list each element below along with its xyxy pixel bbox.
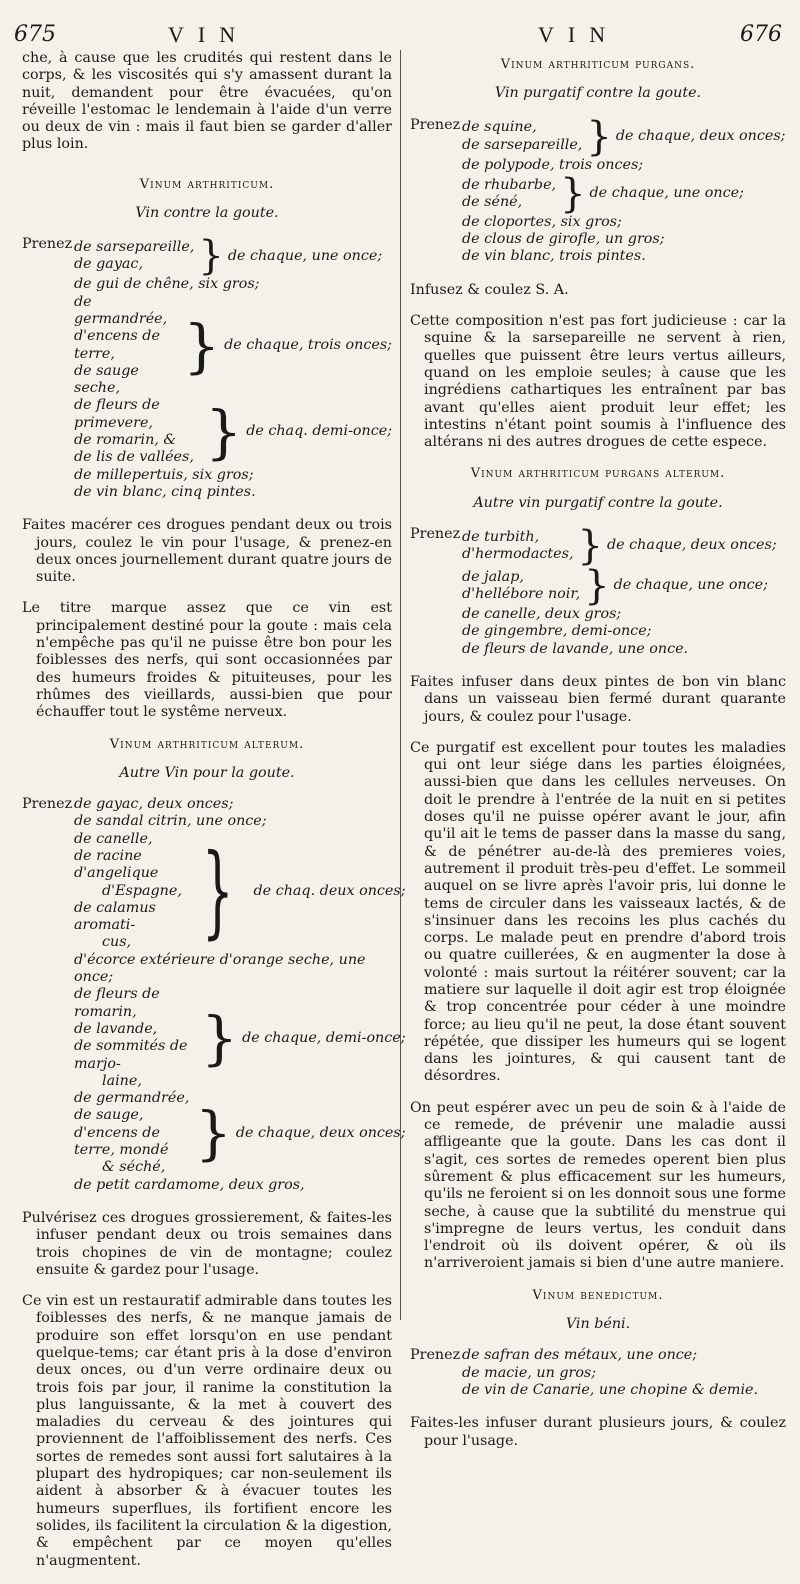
instructions-paragraph: Infusez & coulez S. A. — [410, 281, 569, 298]
group-quantity: de chaque, deux onces; — [606, 537, 777, 554]
section-title: Vinum arthriticum purgans alterum. — [470, 466, 726, 482]
section-subtitle: Vin purgatif contre la goute. — [494, 85, 702, 102]
section-title: Vinum arthriticum purgans. — [500, 57, 696, 72]
group-quantity: de chaque, une once; — [589, 185, 744, 202]
group-quantity: de chaq. deux onces; — [253, 882, 406, 899]
ingredient: de germandrée, — [74, 293, 168, 327]
ingredient-group — [74, 397, 392, 466]
ingredient-group — [74, 831, 406, 952]
section-title: Vinum benedictum. — [532, 1287, 664, 1303]
ingredient: de rhubarbe, — [462, 176, 557, 193]
ingredient: de squine, — [462, 119, 537, 136]
brace-glyph: } — [201, 832, 234, 950]
instructions-paragraph: Pulvérisez ces drogues grossierement, & faites-les infuser pendant deux ou trois semaines dans trois chopines de vin de montagne; coulez ensuite & gardez pour l'usage. — [22, 1209, 392, 1278]
ingredient: de gayac, — [74, 256, 143, 273]
ingredient: de turbith, — [462, 528, 540, 545]
ingredient: d'encens de terre, — [74, 328, 160, 362]
instructions-paragraph: Faites-les infuser durant plusieurs jours, & coulez pour l'usage. — [410, 1415, 786, 1449]
ingredient: d'Espagne, — [102, 882, 182, 899]
ingredient: de lis de vallées, — [74, 449, 194, 466]
right-column — [410, 50, 786, 1464]
ingredient: de canelle, deux gros; — [462, 606, 622, 623]
recipe-list — [410, 113, 786, 266]
ingredient: de gui de chêne, six gros; — [74, 276, 260, 293]
group-quantity: de chaque, deux onces; — [235, 1124, 406, 1141]
instructions-paragraph: Faites macérer ces drogues pendant deux ou trois jours, coulez le vin pour l'usage, & prenez-en deux onces journellement durant quatre jours de suite. — [22, 517, 392, 586]
ingredient: de safran des métaux, une once; — [462, 1347, 698, 1364]
ingredient: de petit cardamome, deux gros, — [74, 1176, 305, 1193]
section-subtitle: Vin contre la goute. — [135, 205, 279, 222]
recipe-lead: Prenez — [410, 1347, 461, 1364]
ingredient: de fleurs de romarin, — [74, 986, 160, 1020]
section-title: Vinum arthriticum. — [139, 176, 275, 192]
brace-glyph: } — [198, 233, 224, 280]
ingredient: de romarin, & — [74, 432, 177, 449]
ingredient: de lavande, — [74, 1020, 158, 1037]
ingredient: de sandal citrin, une once; — [74, 813, 267, 830]
section-subtitle: Autre Vin pour la goute. — [119, 764, 295, 781]
ingredient: de sauge, — [74, 1107, 144, 1124]
ingredient: laine, — [102, 1072, 142, 1089]
section-subtitle: Vin béni. — [565, 1316, 631, 1333]
ingredient: de gayac, deux onces; — [74, 796, 234, 813]
ingredient: de vin blanc, trois pintes. — [462, 248, 646, 265]
ingredient-group — [74, 294, 392, 398]
ingredient-group — [74, 1090, 406, 1176]
ingredient: de germandrée, — [74, 1090, 190, 1107]
running-head-right: VIN — [538, 22, 620, 47]
ingredient-group — [74, 986, 406, 1090]
brace-glyph: } — [205, 398, 243, 467]
commentary-paragraph: Cette composition n'est pas fort judicieuse : car la squine & la sarsepareille ne servent à rien, quelles que puissent être leurs vertus ailleurs, quand on les emploie seules; à cause que les ingrédiens cathartiques les entraînent par bas avant qu'elles aient produit leur effet; les intestins n'étant point soumis à l'influence des altérans ni des autres drogues de cette espece. — [410, 313, 786, 451]
brace-glyph: } — [586, 113, 612, 160]
brace-glyph: } — [201, 1004, 239, 1073]
ingredient-group — [462, 113, 786, 160]
recipe-list — [410, 523, 786, 658]
ingredient-group — [462, 523, 786, 570]
brace-glyph: } — [577, 523, 603, 570]
ingredient: d'hellébore noir, — [462, 586, 581, 603]
ingredient: de canelle, — [74, 830, 153, 847]
recipe-lead: Prenez — [22, 236, 73, 253]
commentary-paragraph: On peut espérer avec un peu de soin & à l'aide de ce remede, de prévenir une maladie aussi affligeante que la goute. Dans les cas dont il s'agit, ces sortes de remedes operent bien plus sûrement & plus efficacement sur les humeurs, qu'ils ne feroient si on les donnoit sous une forme seche, à cause que la subtilité du menstrue qui s'impregne de leurs vertus, les conduit dans l'endroit où ils doivent opérer, & où ils n'arriveroient jamais si bien d'une autre maniere. — [410, 1099, 786, 1272]
ingredient-group — [462, 563, 786, 610]
group-quantity: de chaq. demi-once; — [246, 423, 392, 440]
ingredient: de clous de girofle, un gros; — [462, 231, 665, 248]
ingredient: de fleurs de lavande, une once. — [462, 640, 689, 657]
page-number-left: 675 — [14, 22, 56, 47]
brace-glyph: } — [194, 1099, 232, 1168]
ingredient: de calamus aromati- — [74, 899, 156, 934]
brace-glyph: } — [560, 170, 586, 217]
section-subtitle: Autre vin purgatif contre la goute. — [473, 494, 723, 511]
ingredient: d'écorce extérieure d'orange seche, une once; — [74, 951, 366, 986]
left-column — [22, 50, 406, 1584]
ingredient: cus, — [102, 934, 132, 951]
ingredient: de macie, un gros; — [462, 1364, 597, 1381]
section-title: Vinum arthriticum alterum. — [109, 736, 305, 752]
ingredient: de sommités de marjo- — [74, 1038, 188, 1072]
ingredient: de jalap, — [462, 568, 524, 585]
group-quantity: de chaque, une once; — [613, 577, 768, 594]
commentary-paragraph: Ce vin est un restauratif admirable dans toutes les foiblesses des nerfs, & ne manque jamais de produire son effet lorsqu'on en use pendant quelque-tems; car étant pris à la dose d'environ deux onces, ou d'un verre ordinaire deux ou trois fois par jour, il ranime la constitution la plus languissante, & la met à couvert des maladies du cerveau & des jointures qui proviennent de l'affoiblissement des nerfs. Ces sortes de remedes sont aussi fort salutaires à la plupart des hydropiques; car non-seulement ils aident à absorber & à évacuer toutes les humeurs superflues, ils fortifient encore les solides, ils facilitent la circulation & la digestion, & empêchent par ce moyen qu'elles n'augmentent. — [22, 1293, 392, 1569]
ingredient: de sarsepareille, — [462, 136, 583, 153]
ingredient: de fleurs de primevere, — [74, 397, 160, 431]
group-quantity: de chaque, demi-once; — [242, 1029, 406, 1046]
ingredient: de sarsepareille, — [74, 239, 195, 256]
ingredient: & séché, — [102, 1159, 166, 1176]
ingredient: d'hermodactes, — [462, 546, 574, 563]
ingredient-group — [74, 233, 392, 280]
ingredient: de séné, — [462, 193, 523, 210]
recipe-lead: Prenez — [410, 526, 461, 543]
ingredient: d'encens de terre, mondé — [74, 1124, 169, 1159]
recipe-list — [22, 796, 406, 1194]
recipe-list — [410, 1347, 786, 1399]
ingredient: de millepertuis, six gros; — [74, 466, 254, 483]
page-number-right: 676 — [740, 22, 782, 47]
intro-paragraph: che, à cause que les crudités qui restent dans le corps, & les viscosités qui s'y amassent durant la nuit, demandent pour être évacuées, qu'on réveille l'estomac le lendemain à l'aide d'un verre ou deux de vin : mais il faut bien se garder d'aller plus loin. — [22, 50, 392, 153]
instructions-paragraph: Faites infuser dans deux pintes de bon vin blanc dans un vaisseau bien fermé durant quarante jours, & coulez pour l'usage. — [410, 673, 786, 725]
brace-glyph: } — [183, 311, 221, 380]
ingredient-group — [462, 170, 786, 217]
recipe-list — [22, 233, 392, 501]
ingredient: de cloportes, six gros; — [462, 213, 622, 230]
ingredient: de sauge seche, — [74, 362, 139, 397]
group-quantity: de chaque, trois onces; — [224, 336, 392, 353]
commentary-paragraph: Le titre marque assez que ce vin est principalement destiné pour la goute : mais cela n'empêche pas qu'il ne puisse être bon pour les foiblesses des nerfs, qui sont occasionnées par des humeurs froides & pituiteuses, pour les rhûmes des vieillards, aussi-bien que pour échauffer tout le systême nerveux. — [22, 600, 392, 721]
ingredient: de gingembre, demi-once; — [462, 623, 652, 640]
running-head-left: VIN — [168, 22, 250, 47]
group-quantity: de chaque, une once; — [227, 247, 383, 264]
recipe-lead: Prenez — [410, 116, 461, 133]
group-quantity: de chaque, deux onces; — [615, 127, 786, 144]
ingredient: de racine d'angelique — [74, 847, 159, 882]
ingredient: de polypode, trois onces; — [462, 156, 644, 173]
ingredient: de vin de Canarie, une chopine & demie. — [462, 1381, 759, 1398]
commentary-paragraph: Ce purgatif est excellent pour toutes les maladies qui ont leur siége dans les parties éloignées, aussi-bien que dans les cellules nerveuses. On doit le prendre à l'entrée de la nuit en si petites doses qu'il ne puisse opérer avant le jour, afin qu'il ait le tems de passer dans la masse du sang, & de pénétrer au-de-là des premieres voies, autrement il produit très-peu d'effet. Le sommeil auquel on se livre après l'avoir pris, lui donne le tems de circuler dans les vaisseaux lactés, & de s'insinuer dans les recoins les plus cachés du corps. Le malade peut en prendre d'abord trois ou quatre cuillerées, & en augmenter la dose à volonté : mais surtout la réitérer souvent; car la matiere sur laquelle il doit agir est trop éloignée & trop concentrée pour céder à une moindre force; au lieu qu'il ne peut, la dose étant souvent répétée, que dissiper les humeurs qui se logent dans les jointures, & qui causent tant de désordres. — [410, 739, 786, 1085]
brace-glyph: } — [584, 563, 610, 610]
recipe-lead: Prenez — [22, 796, 73, 813]
ingredient: de vin blanc, cinq pintes. — [74, 483, 256, 500]
